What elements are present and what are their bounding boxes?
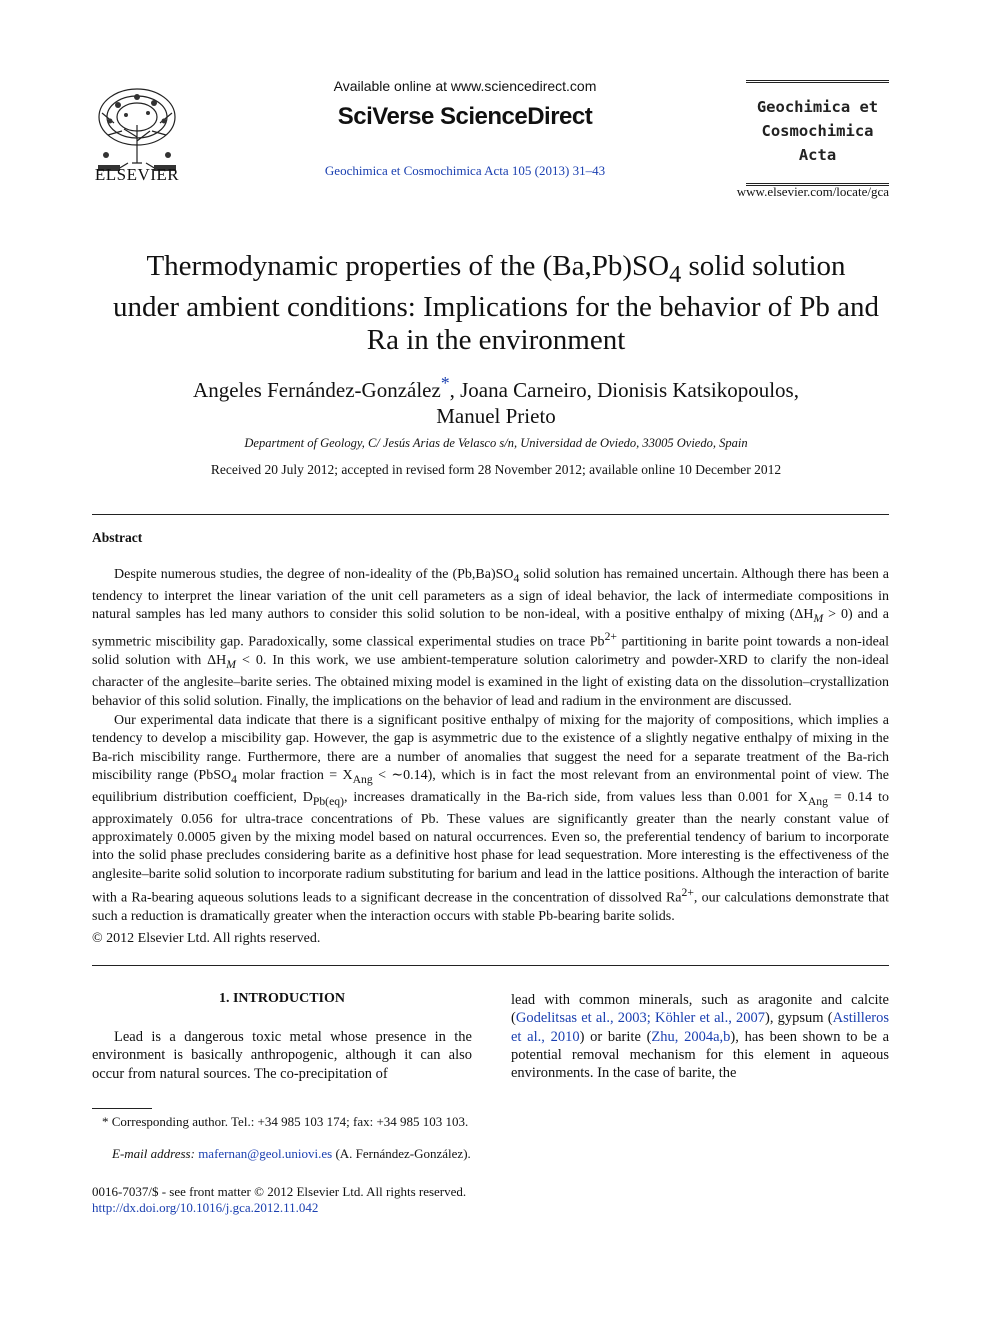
reference-link[interactable]: Astilleros et al., 2010 <box>511 1010 889 1045</box>
email-footnote <box>92 1146 472 1163</box>
journal-name-line2: Cosmochimica <box>761 122 874 140</box>
sciencedirect-brand: SciVerse ScienceDirect <box>337 103 593 130</box>
corresponding-author-footnote: * Corresponding author. Tel.: +34 985 103 174; fax: +34 985 103 103. <box>102 1114 469 1129</box>
issn-line: 0016-7037/$ - see front matter © 2012 Elsevier Ltd. All rights reserved. <box>92 1184 467 1199</box>
title-line3: Ra in the environment <box>366 323 626 356</box>
authors-rest: , Joana Carneiro, Dionisis Katsikopoulos, <box>449 378 799 402</box>
introduction-paragraph: Lead is a dangerous toxic metal whose presence in the environment is basically anthropogenic, although it can also occur from natural sources. The co-precipitation of <box>92 1029 472 1082</box>
email-link[interactable]: mafernan@geol.uniovi.es <box>198 1146 333 1161</box>
available-online-text: Available online at www.sciencedirect.com <box>333 78 597 94</box>
copyright-notice: © 2012 Elsevier Ltd. All rights reserved. <box>92 931 321 946</box>
abstract-paragraph-1: Despite numerous studies, the degree of non-ideality of the $(Pb,Ba)SO_4$ solid solution has remained uncertain. Although there has been a tendency to interpret the linear variation of the unit cell parameters as a sign of ideal behavior, the lack of intermediate compositions in natural samples has led many authors to consider this solid solution to be non-ideal, with a positive enthalpy of mixing $(\Delta H_M > 0)$ and a symmetric miscibility gap. Paradoxically, some classical experimental studies on trace $Pb^{2+}$ partitioning in barite point towards a non-ideal solid solution with $\Delta H_M < 0$. In this work, we use ambient-temperature solution calorimetry and powder-XRD to clarify the non-ideal character of the anglesite–barite series. The obtained mixing model is examined in the light of existing data on the dissolution–crystallization behavior of this solid solution. Finally, the implications on the behavior of lead and radium in the environment are discussed. <box>92 567 890 709</box>
article-title <box>60 250 932 357</box>
email-label: E-mail address: <box>112 1146 195 1161</box>
right-column-paragraph: lead with common minerals, such as aragonite and calcite (Godelitsas et al., 2003; Köhler et al., 2007), gypsum (Astilleros et al., 2010) or barite (Zhu, 2004a,b), has been shown to be a potential removal mechanism for this element in aqueous environments. In the case of barite, the <box>511 992 890 1082</box>
section-heading-introduction: 1. INTRODUCTION <box>218 991 345 1006</box>
elsevier-wordmark: ELSEVIER <box>94 165 180 184</box>
footnote-divider <box>92 1108 152 1109</box>
received-dates: Received 20 July 2012; accepted in revised form 28 November 2012; available online 10 December 2012 <box>210 462 782 477</box>
divider <box>92 965 889 966</box>
reference-link[interactable]: Zhu, 2004a,b <box>651 1028 731 1045</box>
journal-name-line3: Acta <box>798 146 837 164</box>
title-subscript: 4 <box>669 260 682 288</box>
journal-url[interactable]: www.elsevier.com/locate/gca <box>736 184 889 199</box>
authors-line2: Manuel Prieto <box>436 404 556 428</box>
reference-link[interactable]: Godelitsas et al., 2003; Köhler et al., 2007 <box>515 1010 766 1027</box>
author-list <box>100 370 892 429</box>
title-line2: under ambient conditions: Implications for the behavior of Pb and <box>113 290 879 323</box>
journal-name-line1: Geochimica et <box>756 98 879 116</box>
email-owner: (A. Fernández-González). <box>332 1146 471 1161</box>
journal-citation-link[interactable]: Geochimica et Cosmochimica Acta 105 (2013) 31–43 <box>324 163 606 178</box>
corresponding-mark[interactable]: * <box>440 373 450 393</box>
abstract-heading: Abstract <box>92 530 143 545</box>
title-part: solid solution <box>681 250 846 282</box>
title-part: Thermodynamic properties of the (Ba,Pb)SO <box>146 250 670 282</box>
doi-link[interactable]: http://dx.doi.org/10.1016/j.gca.2012.11.042 <box>92 1200 319 1215</box>
divider <box>92 514 889 515</box>
journal-name <box>746 95 889 167</box>
affiliation: Department of Geology, C/ Jesús Arias de Velasco s/n, Universidad de Oviedo, 33005 Oviedo, Spain <box>244 436 748 450</box>
author-corresponding: Angeles Fernández-González <box>193 378 441 402</box>
abstract-paragraph-2: Our experimental data indicate that there is a significant positive enthalpy of mixing for the majority of compositions, which implies a tendency to develop a miscibility gap. However, the gap is asymmetric due to the existence of a slightly negative enthalpy of mixing in the Ba-rich miscibility range. Furthermore, there are a number of anomalies that suggest the need for a separate treatment of the Ba-rich miscibility range (PbSO$_4$ molar fraction = $X_{Ang}$ < ∼0.14), which is in fact the most relevant from an environmental point of view. The equilibrium distribution coefficient, $D_{Pb(eq)}$, increases dramatically in the Ba-rich side, from values less than 0.001 for $X_{Ang} = 0.14$ to approximately 0.056 for ultra-trace concentrations of Pb. These values are significantly greater than the nearly constant value of approximately 0.0005 given by the mixing model based on natural occurrences. Even so, the preferential tendency of barium to incorporate into the solid phase precludes considering barite as a definitive host phase for lead sequestration. More interesting is the effectiveness of the anglesite–barite solid solution to incorporate radium substituting for barium and lead in the lattice positions. Although the interaction of barite with a Ra-bearing aqueous solutions leads to a significant decrease in the concentration of dissolved $Ra^{2+}$, our calculations demonstrate that such a reduction is dramatically greater when the interaction occurs with stable Pb-bearing barite solids. <box>92 713 889 924</box>
